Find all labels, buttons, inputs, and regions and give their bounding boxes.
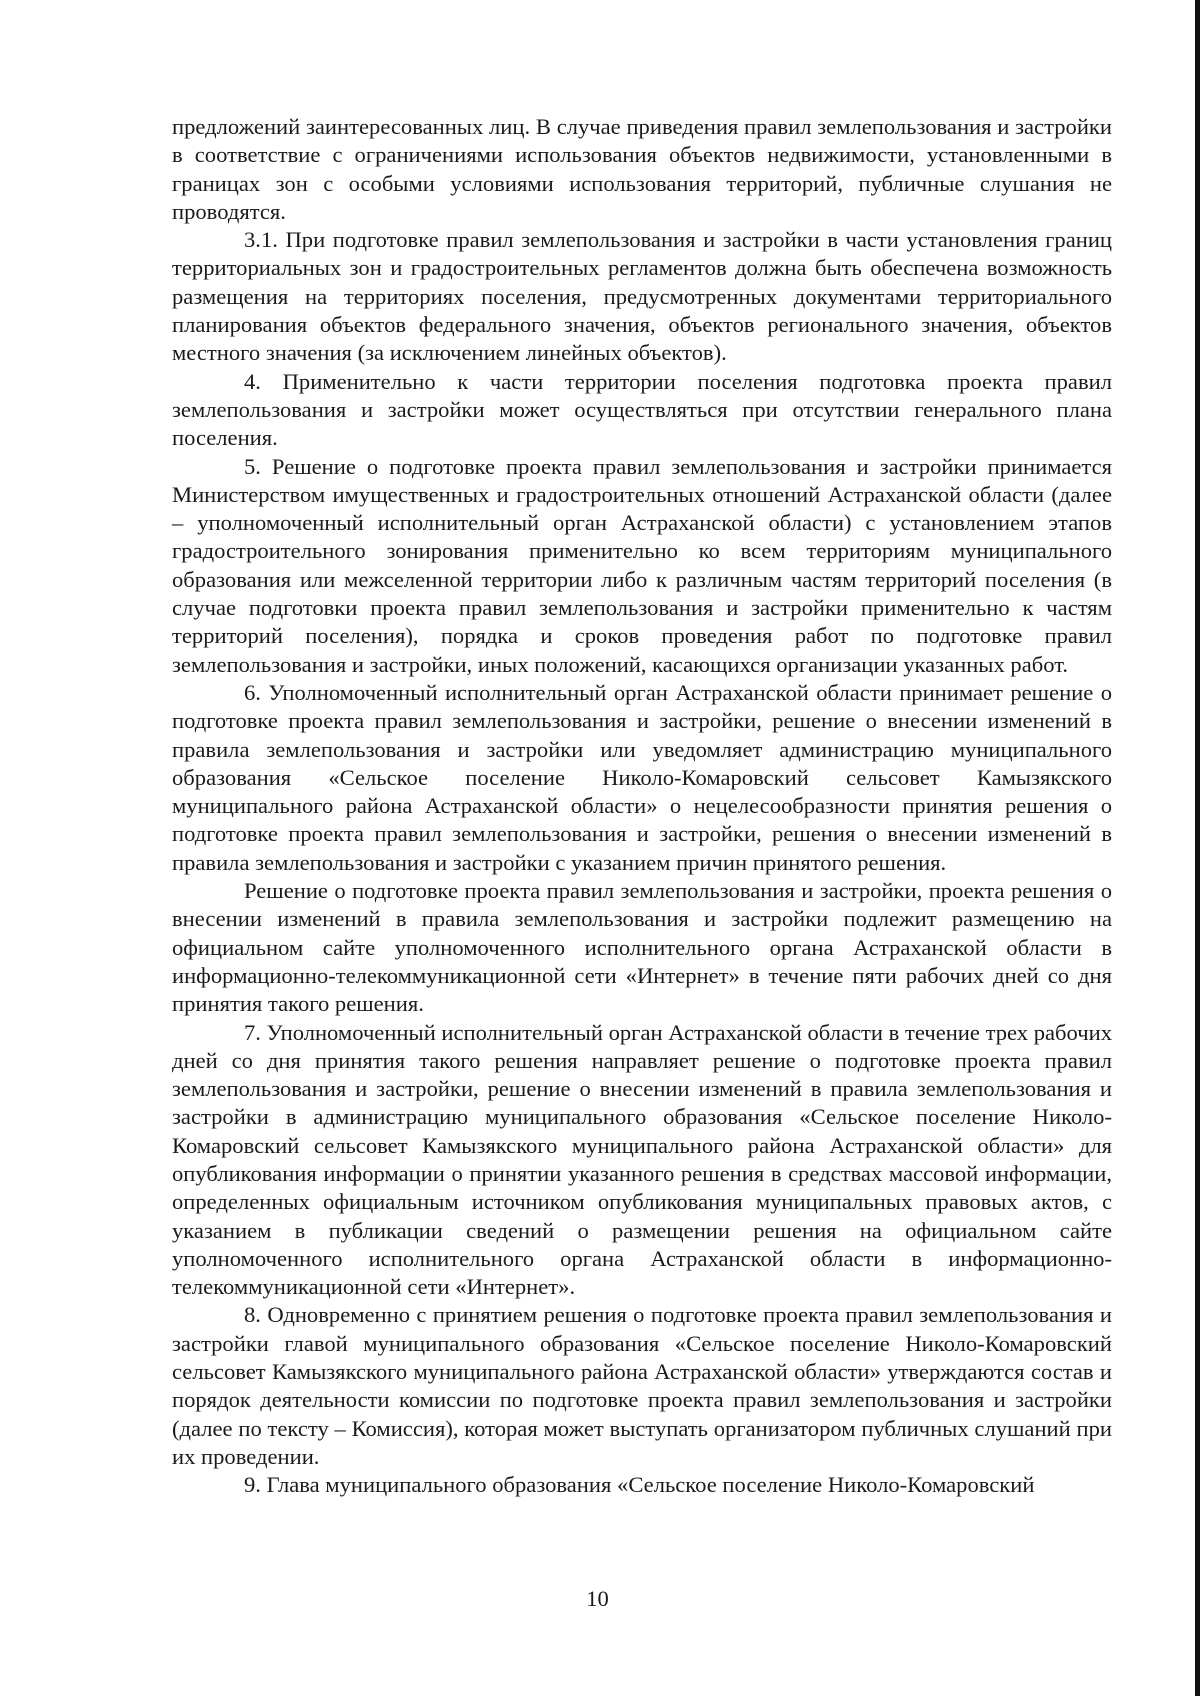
paragraph-9: 9. Глава муниципального образования «Сельское поселение Николо-Комаровский: [244, 1472, 1035, 1498]
page-number: 10: [586, 1586, 609, 1611]
paragraph-continuation: предложений заинтересованных лиц. В случае приведения правил землепользования и застройки в соответствие с ограничениями использования объектов недвижимости, установленными в границах зон с особыми условиями использования территорий, публичные слушания не проводятся.: [172, 114, 1112, 224]
paragraph-8: 8. Одновременно с принятием решения о подготовке проекта правил землепользования и застройки главой муниципального образования «Сельское поселение Николо-Комаровский сельсовет Камызякского муниципального района Астраханской области» утверждаются состав и порядок деятельности комиссии по подготовке проекта правил землепользования и застройки (далее по тексту – Комиссия), которая может выступать организатором публичных слушаний при их проведении.: [172, 1302, 1112, 1469]
paragraph-6-decision: Решение о подготовке проекта правил землепользования и застройки, проекта решения о внесении изменений в правила землепользования и застройки подлежит размещению на официальном сайте уполномоченного исполнительного органа Астраханской области в информационно-телекоммуникационной сети «Интернет» в течение пяти рабочих дней со дня принятия такого решения.: [172, 878, 1112, 1017]
paragraph-7: 7. Уполномоченный исполнительный орган Астраханской области в течение трех рабочих дней со дня принятия такого решения направляет решение о подготовке проекта правил землепользования и застройки, решение о внесении изменений в правила землепользования и застройки в администрацию муниципального образования «Сельское поселение Николо-Комаровский сельсовет Камызякского муниципального района Астраханской области» для опубликования информации о принятии указанного решения в средствах массовой информации, определенных официальным источником опубликования муниципальных правовых актов, с указанием в публикации сведений о размещении решения на официальном сайте уполномоченного исполнительного органа Астраханской области в информационно-телекоммуникационной сети «Интернет».: [172, 1019, 1112, 1300]
document-body: [172, 113, 1112, 1500]
paragraph-3-1: 3.1. При подготовке правил землепользования и застройки в части установления границ территориальных зон и градостроительных регламентов должна быть обеспечена возможность размещения на территориях поселения, предусмотренных документами территориального планирования объектов федерального значения, объектов регионального значения, объектов местного значения (за исключением линейных объектов).: [172, 227, 1112, 366]
paragraph-5: 5. Решение о подготовке проекта правил землепользования и застройки принимается Министерством имущественных и градостроительных отношений Астраханской области (далее – уполномоченный исполнительный орган Астраханской области) с установлением этапов градостроительного зонирования применительно ко всем территориям муниципального образования или межселенной территории либо к различным частям территорий поселения (в случае подготовки проекта правил землепользования и застройки применительно к частям территорий поселения), порядка и сроков проведения работ по подготовке правил землепользования и застройки, иных положений, касающихся организации указанных работ.: [172, 453, 1112, 677]
paragraph-6: 6. Уполномоченный исполнительный орган Астраханской области принимает решение о подготовке проекта правил землепользования и застройки, решение о внесении изменений в правила землепользования и застройки или уведомляет администрацию муниципального образования «Сельское поселение Николо-Комаровский сельсовет Камызякского муниципального района Астраханской области» о нецелесообразности принятия решения о подготовке проекта правил землепользования и застройки, решения о внесении изменений в правила землепользования и застройки с указанием причин принятого решения.: [172, 679, 1112, 875]
paragraph-4: 4. Применительно к части территории поселения подготовка проекта правил землепользования и застройки может осуществляться при отсутствии генерального плана поселения.: [172, 368, 1112, 451]
